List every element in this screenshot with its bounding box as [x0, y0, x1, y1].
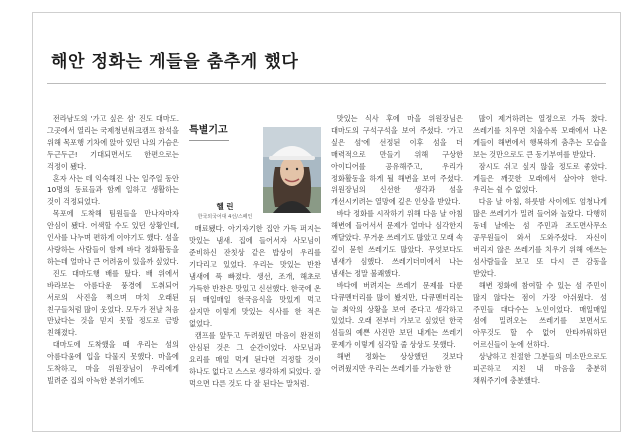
- article-column-4: [473, 113, 607, 387]
- contributor-box: [189, 113, 321, 220]
- paragraph: 해변 정화에 참여할 수 있는 섬 주민이 많지 않다는 점이 가장 아쉬웠다. 섬 주민들 대다수는 노인이었다. 매일매일 섬에 밀려오는 쓰레기를 보면서도 아무것도 할 수 없어 안타까워하던 어르신들이 눈에 선하다.: [473, 280, 607, 350]
- section-label: 특별기고: [189, 125, 228, 136]
- paragraph: 다음 날 아침, 하룻밤 사이에도 엄청나게 많은 쓰레기가 밀려 들어와 놀랐다. 다행히 동네 날에는 섬 주민과 조도면사무소 공무원들이 와서 도와주셨다. 자신이 버리지 않은 쓰레기를 치우기 위해 애쓰는 섬사람들을 보고 또 다시 큰 감동을 받았다.: [473, 197, 607, 278]
- article-column-3: [331, 113, 463, 375]
- paragraph: 전라남도의 '가고 싶은 섬' 진도 대마도. 그곳에서 열리는 국제청년워크캠프 참석을 위해 목포행 기차에 앉아 있던 나의 가슴은 두근두근! 기대되면서도 한편으로는 걱정이 됐다.: [47, 114, 179, 171]
- section-label-rule: [189, 140, 229, 141]
- article-headline: 해안 정화는 게들을 춤추게 했다: [51, 52, 299, 72]
- author-name: 헬 린: [216, 202, 234, 211]
- paragraph: 상냥하고 친절한 그분들의 미소만으로도 피곤하고 지친 내 마음을 충분히 채워주기에 충분했다.: [473, 352, 607, 385]
- paragraph: 진도 대마도행 배를 탔다. 배 위에서 바라보는 아름다운 풍경에 도취되어 서로의 사진을 찍으며 마치 오래된 친구들처럼 많이 웃었다. 모두가 전날 처음 만났다는 것을 믿지 못할 정도로 금방 친해졌다.: [47, 268, 179, 338]
- article-column-1: [47, 113, 179, 387]
- author-credit: [189, 201, 261, 220]
- paragraph: 바다 정화를 시작하기 위해 다음 날 아침 해변에 들어서서 문제가 얼마나 심각한지 깨달았다. 무거운 쓰레기도 많았고 모래 속 깊이 묻힌 쓰레기도 많았다. 무엇보다도 냄새가 심했다. 쓰레기더미에서 나는 냄새는 정말 불쾌했다.: [331, 209, 463, 278]
- paragraph: 많이 제거하려는 열정으로 가득 찼다. 쓰레기를 치우면 치울수록 모래에서 나온 게들이 해변에서 행복하게 춤추는 모습을 보는 것만으로도 큰 동기부여를 받았다.: [473, 114, 607, 159]
- paragraph: 대마도에 도착했을 때 우리는 섬의 아름다움에 입을 다물지 못했다. 마을에 도착하고, 마을 위원장님이 우리에게 빌려준 집의 아늑한 분위기에도: [47, 340, 179, 385]
- paragraph: 매료됐다. 아기자기한 집안 가득 퍼지는 맛있는 냄새. 집에 들어서자 사모님이 준비하신 잔칫상 같은 밥상이 우리를 기다리고 있었다. 우리는 맛있는 반찬 냄새에 푹 빠졌다. 생선, 조개, 해초로 가득한 반찬은 맛있고 신선했다. 한국에 온 뒤 매일매일 한국음식을 맛있게 먹고 살지만 이렇게 맛있는 식사를 한 적은 없었다.: [189, 224, 321, 329]
- headline-divider: [47, 83, 606, 84]
- paragraph: 잠시도 쉬고 싶지 않을 정도로 좋았다. 게들은 깨끗한 모래에서 살아야 한다. 우리는 쉴 수 없었다.: [473, 161, 607, 195]
- paragraph: 바다에 버려지는 쓰레기 문제를 다룬 다큐멘터리를 많이 봤지만, 다큐멘터리는 늘 최악의 상황을 보여 준다고 생각하고 있었다. 오래 전부터 가보고 싶었던 한국 섬들의 예쁜 사진만 보던 내게는 쓰레기 문제가 이렇게 심각할 줄 상상도 못했다.: [331, 280, 463, 350]
- article-column-2: [189, 223, 321, 390]
- paragraph: 맛있는 식사 후에 마을 위원장님은 대마도의 구석구석을 보여 주셨다. '가고 싶은 섬'에 선정된 이후 섬을 더 매력적으로 만들기 위해 구상한 아이디어를 공유해주고, 우리가 정화활동을 하게 될 해변을 보여 주셨다. 위원장님의 신선한 생각과 섬을 개선시키려는 열망에 깊은 인상을 받았다.: [331, 114, 463, 207]
- author-photo: [263, 127, 321, 213]
- article-frame: [32, 12, 621, 432]
- paragraph: 목포에 도착해 팀원들을 만나자마자 안심이 됐다. 어색할 수도 있던 상황인데, 인사를 나누며 편하게 이야기도 했다. 섬을 사랑하는 사람들이 함께 바다 정화활동을 하는데 얼마나 큰 어려움이 있을까 싶었다.: [47, 209, 179, 266]
- paragraph: 해변 정화는 상상했던 것보다 어려웠지만 우리는 쓰레기를 가능한 한: [331, 352, 463, 374]
- paragraph: 혼자 사는 데 익숙해진 나는 일주일 동안 10명의 동료들과 함께 일하고 생활하는 것이 걱정되었다.: [47, 173, 179, 207]
- author-affiliation: 한국외국어대 4선/스페인: [197, 214, 253, 220]
- paragraph: 캠프를 앞두고 두려웠던 마음이 완전히 안심된 것은 그 순간이었다. 사모님과 요리를 매일 먹게 된다면 걱정할 것이 하나도 없다고 스스로 생각하게 되었다. 잘 먹으면 다른 것도 다 잘 된다는 말처럼.: [189, 331, 321, 388]
